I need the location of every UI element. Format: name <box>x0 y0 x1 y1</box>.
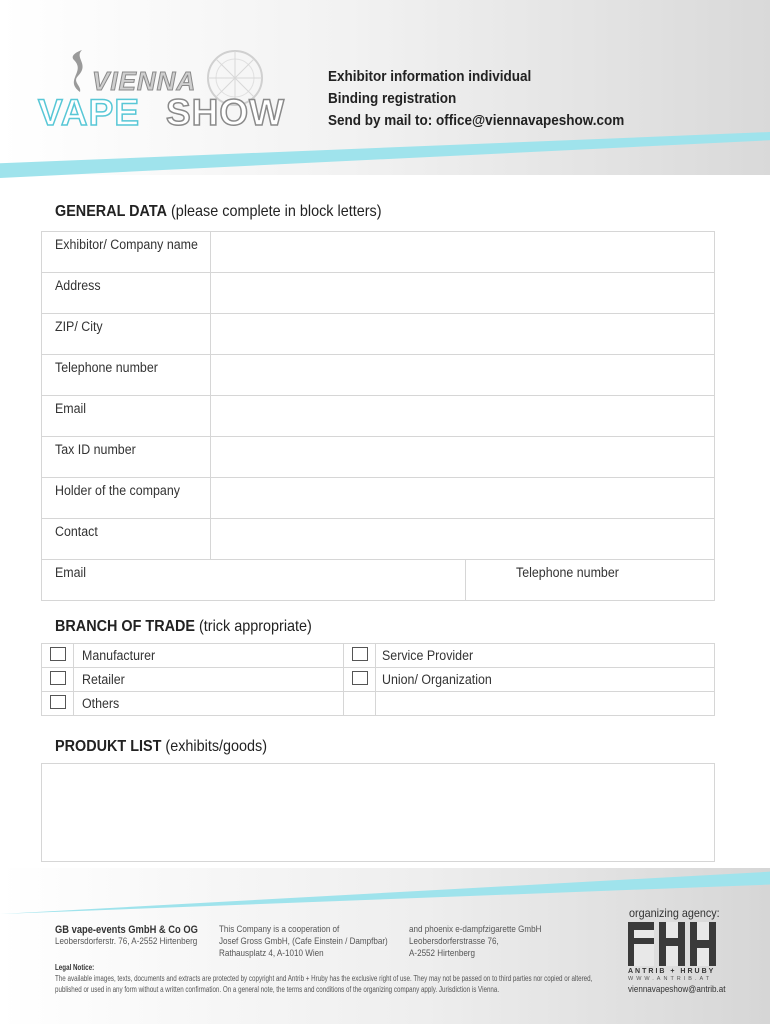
checkbox-cell <box>42 692 74 716</box>
field-label: Contact <box>55 524 98 539</box>
branch-title <box>55 618 312 636</box>
field-row <box>42 314 715 355</box>
legal-notice <box>55 962 592 995</box>
option-label: Service Provider <box>382 648 474 663</box>
field-label: Tax ID number <box>55 442 136 457</box>
field-row <box>42 560 715 601</box>
contact-input[interactable] <box>211 519 715 560</box>
footer-company <box>55 924 198 948</box>
produkt-subtitle: (exhibits/goods) <box>165 738 268 755</box>
field-row <box>42 519 715 560</box>
company-name-input[interactable] <box>211 232 715 273</box>
field-row <box>42 478 715 519</box>
field-label: Email <box>55 401 87 416</box>
option-label: Others <box>82 696 120 711</box>
footer-partner-line-2: Leobersdorferstrasse 76, <box>409 936 499 947</box>
general-data-heading: GENERAL DATA <box>55 203 168 220</box>
field-label: Telephone number <box>516 565 619 580</box>
footer-coop-line-2: Josef Gross GmbH, (Cafe Einstein / Dampfbar) <box>219 936 388 947</box>
union-organization-checkbox[interactable] <box>352 671 368 685</box>
produkt-list-textarea[interactable] <box>41 763 715 862</box>
field-label: Address <box>55 278 101 293</box>
general-data-subtitle: (please complete in block letters) <box>171 203 382 220</box>
legal-notice-line-2: published or used in any form without a written confirmation. On a general note, the terms and conditions of the organizing company apply. Jurisdiction is Vienna. <box>55 985 500 994</box>
agency-label: organizing agency: <box>629 906 720 920</box>
produkt-heading: PRODUKT LIST <box>55 738 162 755</box>
field-row <box>42 273 715 314</box>
header-line-3: Send by mail to: office@viennavapeshow.com <box>328 112 625 129</box>
option-label: Retailer <box>82 672 125 687</box>
email-input[interactable] <box>211 396 715 437</box>
footer-company-address: Leobersdorferstr. 76, A-2552 Hirtenberg <box>55 936 198 947</box>
produkt-title <box>55 738 267 756</box>
antrib-hruby-logo-icon <box>628 922 716 966</box>
empty-cell <box>376 692 715 716</box>
agency-email: viennavapeshow@antrib.at <box>628 984 726 995</box>
others-checkbox[interactable] <box>50 695 66 709</box>
field-label: Exhibitor/ Company name <box>55 237 198 252</box>
footer-coop-line-3: Rathausplatz 4, A-1010 Wien <box>219 948 324 959</box>
footer-partner-line-3: A-2552 Hirtenberg <box>409 948 475 959</box>
general-data-table <box>41 231 715 601</box>
footer-cooperation <box>219 924 388 960</box>
checkbox-cell <box>42 644 74 668</box>
legal-notice-line-1: The available images, texts, documents and extracts are protected by copyright and Antrib + Hruby has the exclusive right of use. They may not be passed on to third parties nor copied or altered, <box>55 974 593 983</box>
footer-partner-line-1: and phoenix e-dampfzigarette GmbH <box>409 924 542 935</box>
telephone-input[interactable] <box>211 355 715 396</box>
retailer-checkbox[interactable] <box>50 671 66 685</box>
footer-coop-line-1: This Company is a cooperation of <box>219 924 340 935</box>
address-input[interactable] <box>211 273 715 314</box>
agency-name: ANTRIB + HRUBY <box>628 968 716 975</box>
branch-subtitle: (trick appropriate) <box>199 618 312 635</box>
branch-heading: BRANCH OF TRADE <box>55 618 195 635</box>
field-row <box>42 232 715 273</box>
logo-text-show: SHOW <box>166 92 286 133</box>
logo-text-vape: VAPE <box>38 92 141 133</box>
field-row <box>42 437 715 478</box>
checkbox-cell <box>42 668 74 692</box>
checkbox-cell <box>344 644 376 668</box>
footer-partner <box>409 924 541 960</box>
header-line-1: Exhibitor information individual <box>328 68 532 85</box>
company-holder-input[interactable] <box>211 478 715 519</box>
service-provider-checkbox[interactable] <box>352 647 368 661</box>
field-label: ZIP/ City <box>55 319 103 334</box>
agency-website: WWW.ANTRIB.AT <box>628 976 713 982</box>
field-row <box>42 396 715 437</box>
manufacturer-checkbox[interactable] <box>50 647 66 661</box>
header-info <box>328 66 624 132</box>
option-label: Manufacturer <box>82 648 156 663</box>
field-label: Email <box>55 565 87 580</box>
field-row <box>42 355 715 396</box>
empty-cell <box>344 692 376 716</box>
checkbox-cell <box>344 668 376 692</box>
field-label: Telephone number <box>55 360 158 375</box>
legal-notice-title: Legal Notice: <box>55 963 95 972</box>
header-line-2: Binding registration <box>328 90 457 107</box>
branch-table <box>41 643 715 716</box>
zip-city-input[interactable] <box>211 314 715 355</box>
logo-text-vienna: VIENNA <box>92 66 197 96</box>
contact-phone-input[interactable] <box>466 560 715 601</box>
vienna-vapeshow-logo <box>36 48 306 138</box>
field-label: Holder of the company <box>55 483 180 498</box>
general-data-title <box>55 203 382 221</box>
smoke-swirl-icon <box>60 50 96 94</box>
tax-id-input[interactable] <box>211 437 715 478</box>
contact-email-input[interactable] <box>42 560 466 601</box>
footer-company-name: GB vape-events GmbH & Co OG <box>55 924 198 936</box>
option-label: Union/ Organization <box>382 672 492 687</box>
